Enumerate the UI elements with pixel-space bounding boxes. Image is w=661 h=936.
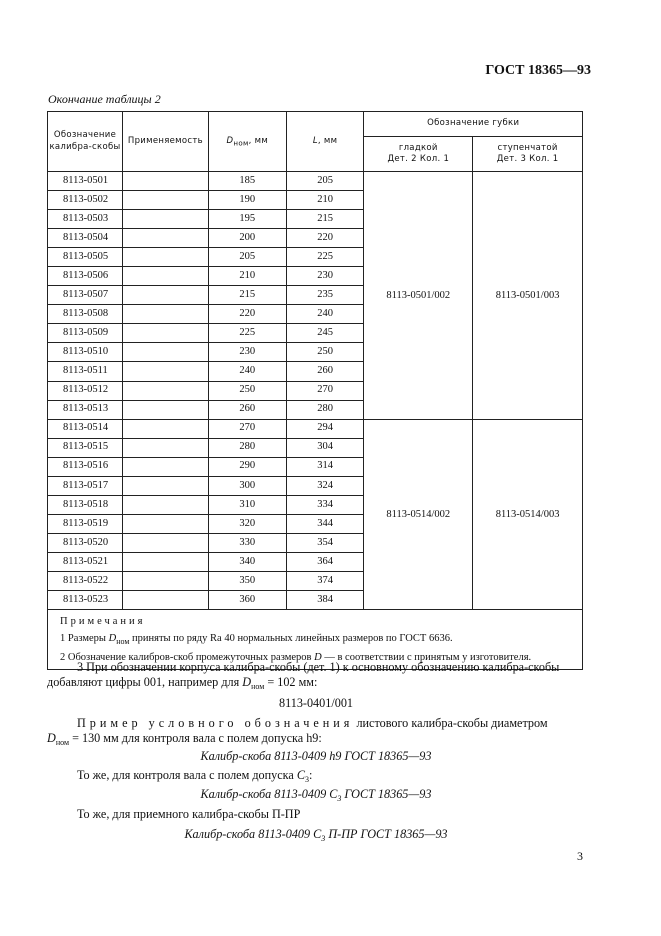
cell-dnom: 215 — [208, 286, 286, 305]
cell-l: 294 — [286, 419, 364, 438]
cell-designation: 8113-0507 — [48, 286, 123, 305]
p3-after: = 102 мм: — [264, 675, 318, 689]
cell-designation: 8113-0522 — [48, 571, 123, 590]
note-2-after: — в соответствии с принятым у изготовителя. — [321, 652, 532, 664]
designation-2-before: Калибр-скоба 8113-0409 C — [200, 787, 338, 801]
cell-dnom: 225 — [208, 324, 286, 343]
cell-l: 280 — [286, 400, 364, 419]
same-c3-after: : — [308, 768, 313, 782]
cell-designation: 8113-0516 — [48, 457, 123, 476]
cell-l: 215 — [286, 210, 364, 229]
cell-dnom: 220 — [208, 305, 286, 324]
cell-application — [122, 286, 208, 305]
example-letter: D — [47, 731, 56, 745]
note-2-before: 2 Обозначение калибров-скоб промежуточных размеров — [60, 652, 315, 664]
cell-application — [122, 172, 208, 191]
table-header — [48, 112, 583, 172]
designation-3 — [47, 827, 585, 844]
cell-smooth-jaw: 8113-0514/002 — [364, 419, 473, 609]
cell-application — [122, 267, 208, 286]
designation-1: Калибр-скоба 8113-0409 h9 ГОСТ 18365—93 — [200, 749, 432, 763]
cell-l: 205 — [286, 172, 364, 191]
l-letter: L — [312, 135, 318, 146]
cell-application — [122, 476, 208, 495]
cell-application — [122, 191, 208, 210]
cell-dnom: 350 — [208, 571, 286, 590]
cell-designation: 8113-0520 — [48, 533, 123, 552]
cell-designation: 8113-0508 — [48, 305, 123, 324]
cell-application — [122, 591, 208, 610]
cell-l: 344 — [286, 514, 364, 533]
cell-application — [122, 438, 208, 457]
cell-l: 260 — [286, 362, 364, 381]
example-rest: листового калибра-скобы диаметром — [353, 716, 548, 730]
designation-3-before: Калибр-скоба 8113-0409 C — [184, 827, 322, 841]
cell-designation: 8113-0521 — [48, 552, 123, 571]
cell-designation: 8113-0511 — [48, 362, 123, 381]
cell-dnom: 330 — [208, 533, 286, 552]
cell-l: 354 — [286, 533, 364, 552]
page-number: 3 — [577, 849, 583, 863]
same-c3-before: То же, для контроля вала с полем допуска — [77, 768, 297, 782]
col-header-smooth-line2: Дет. 2 Кол. 1 — [387, 154, 450, 164]
corpus-code: 8113-0401/001 — [278, 696, 354, 710]
same-receiving-line: То же, для приемного калибра-скобы П-ПР — [77, 807, 301, 821]
cell-dnom: 250 — [208, 381, 286, 400]
cell-stepped-jaw: 8113-0514/003 — [473, 419, 583, 609]
cell-application — [122, 571, 208, 590]
cell-dnom: 200 — [208, 229, 286, 248]
cell-application — [122, 552, 208, 571]
designation-2-after: ГОСТ 18365—93 — [341, 787, 432, 801]
cell-designation: 8113-0523 — [48, 591, 123, 610]
cell-l: 304 — [286, 438, 364, 457]
paragraph-3 — [47, 660, 585, 675]
table-row — [48, 172, 583, 191]
cell-designation: 8113-0510 — [48, 343, 123, 362]
cell-dnom: 360 — [208, 591, 286, 610]
cell-designation: 8113-0514 — [48, 419, 123, 438]
designation-3-after: П-ПР ГОСТ 18365—93 — [325, 827, 448, 841]
cell-stepped-jaw: 8113-0501/003 — [473, 172, 583, 420]
cell-application — [122, 533, 208, 552]
cell-l: 230 — [286, 267, 364, 286]
cell-application — [122, 381, 208, 400]
cell-l: 220 — [286, 229, 364, 248]
cell-designation: 8113-0501 — [48, 172, 123, 191]
designation-2 — [47, 787, 585, 804]
cell-dnom: 300 — [208, 476, 286, 495]
cell-dnom: 210 — [208, 267, 286, 286]
same-c3-letter: C — [296, 768, 305, 782]
cell-application — [122, 343, 208, 362]
cell-application — [122, 248, 208, 267]
cell-l: 314 — [286, 457, 364, 476]
designation-2-sub: 3 — [337, 794, 342, 803]
cell-designation: 8113-0509 — [48, 324, 123, 343]
note-1-sub: ном — [116, 637, 130, 647]
cell-designation: 8113-0517 — [48, 476, 123, 495]
cell-dnom: 195 — [208, 210, 286, 229]
cell-l: 334 — [286, 495, 364, 514]
cell-l: 240 — [286, 305, 364, 324]
table-row — [48, 419, 583, 438]
cell-dnom: 230 — [208, 343, 286, 362]
col-header-designation-line2: калибра-скобы — [49, 141, 121, 152]
cell-l: 250 — [286, 343, 364, 362]
cell-l: 245 — [286, 324, 364, 343]
cell-designation: 8113-0512 — [48, 381, 123, 400]
example-line2 — [47, 731, 585, 748]
cell-dnom: 340 — [208, 552, 286, 571]
cell-designation: 8113-0518 — [48, 495, 123, 514]
standard-header: ГОСТ 18365—93 — [485, 63, 591, 78]
cell-designation: 8113-0513 — [48, 400, 123, 419]
col-header-l — [286, 112, 364, 172]
cell-l: 225 — [286, 248, 364, 267]
example-sub: ном — [55, 738, 70, 747]
cell-dnom: 270 — [208, 419, 286, 438]
cell-l: 384 — [286, 591, 364, 610]
note-1-letter: D — [108, 633, 117, 645]
cell-l: 235 — [286, 286, 364, 305]
paragraph-3-line2 — [47, 675, 585, 692]
cell-designation: 8113-0506 — [48, 267, 123, 286]
cell-application — [122, 229, 208, 248]
p3-before: добавляют цифры 001, например для — [47, 675, 243, 689]
cell-dnom: 205 — [208, 248, 286, 267]
col-header-application: Применяемость — [122, 112, 208, 172]
cell-application — [122, 495, 208, 514]
note-2-letter: D — [314, 652, 322, 664]
cell-dnom: 190 — [208, 191, 286, 210]
p3-letter: D — [242, 675, 252, 689]
cell-application — [122, 400, 208, 419]
cell-dnom: 280 — [208, 438, 286, 457]
gauge-table — [47, 111, 583, 670]
cell-application — [122, 324, 208, 343]
cell-designation: 8113-0502 — [48, 191, 123, 210]
cell-designation: 8113-0519 — [48, 514, 123, 533]
table-caption: Окончание таблицы 2 — [48, 92, 161, 106]
paragraph-3-line1: 3 При обозначении корпуса калибра-скобы (дет. 1) к основному обозначению калибра-скобы — [77, 660, 560, 674]
note-1-after: приняты по ряду Ra 40 нормальных линейных размеров по ГОСТ 6636. — [129, 633, 453, 645]
note-1 — [60, 633, 582, 646]
designation-3-sub: 3 — [321, 834, 326, 843]
cell-application — [122, 362, 208, 381]
cell-dnom: 240 — [208, 362, 286, 381]
cell-dnom: 320 — [208, 514, 286, 533]
cell-designation: 8113-0503 — [48, 210, 123, 229]
col-header-smooth — [364, 137, 473, 172]
example-line1 — [47, 716, 585, 731]
cell-designation: 8113-0515 — [48, 438, 123, 457]
cell-smooth-jaw: 8113-0501/002 — [364, 172, 473, 420]
col-header-designation-line1: Обозначение — [53, 130, 117, 141]
dnom-letter: D — [226, 135, 234, 146]
cell-l: 364 — [286, 552, 364, 571]
col-header-stepped — [473, 137, 583, 172]
example-after: = 130 мм для контроля вала с полем допуска h9: — [69, 731, 322, 745]
cell-dnom: 185 — [208, 172, 286, 191]
cell-application — [122, 457, 208, 476]
dnom-sub: ном — [233, 138, 249, 148]
cell-application — [122, 305, 208, 324]
table-body — [48, 172, 583, 610]
cell-dnom: 260 — [208, 400, 286, 419]
col-header-stepped-line2: Дет. 3 Кол. 1 — [496, 154, 559, 164]
cell-dnom: 290 — [208, 457, 286, 476]
cell-l: 324 — [286, 476, 364, 495]
cell-l: 374 — [286, 571, 364, 590]
same-c3-sub: 3 — [304, 775, 309, 784]
cell-application — [122, 419, 208, 438]
cell-designation: 8113-0504 — [48, 229, 123, 248]
cell-application — [122, 514, 208, 533]
example-spaced: Пример условного обозначения — [77, 716, 354, 730]
l-unit: , мм — [317, 135, 338, 146]
col-header-jaw-group: Обозначение губки — [364, 112, 583, 137]
cell-application — [122, 210, 208, 229]
col-header-smooth-line1: гладкой — [398, 142, 438, 153]
p3-sub: ном — [251, 682, 265, 691]
cell-dnom: 310 — [208, 495, 286, 514]
same-c3-line — [47, 768, 585, 785]
col-header-dnom — [208, 112, 286, 172]
col-header-stepped-line1: ступенчатой — [497, 142, 558, 153]
notes-title: Примечания — [60, 616, 146, 628]
note-1-before: 1 Размеры — [60, 633, 109, 645]
dnom-unit: , мм — [248, 135, 269, 146]
cell-designation: 8113-0505 — [48, 248, 123, 267]
col-header-designation — [48, 112, 123, 172]
cell-l: 270 — [286, 381, 364, 400]
cell-l: 210 — [286, 191, 364, 210]
